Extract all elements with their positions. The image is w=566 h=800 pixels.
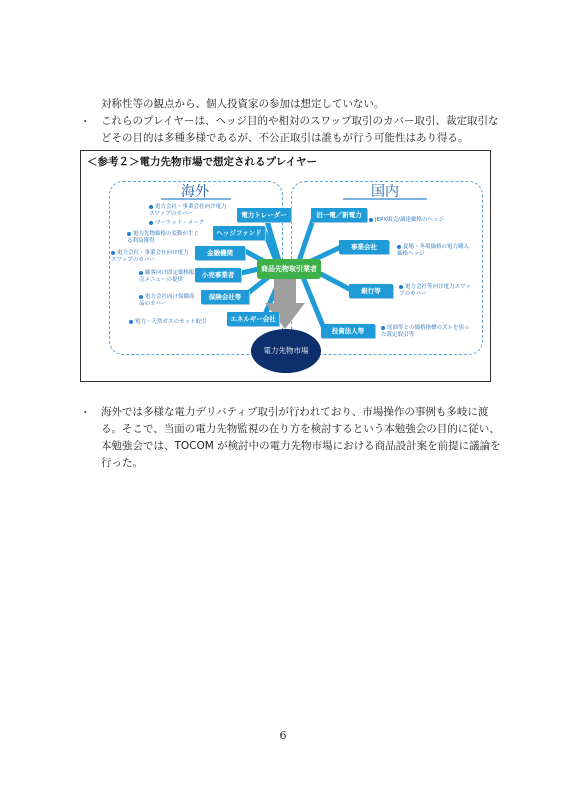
overseas-note-1 [149, 204, 231, 218]
overseas-title: 海外 [181, 184, 209, 200]
overseas-note-5-text: 顧客向け固定価格販売メニューの提供 [139, 270, 195, 283]
overseas-note-5 [139, 270, 195, 284]
figure-title: ＜参考２＞電力先物市場で想定されるプレイヤー [87, 156, 318, 168]
overseas-paragraph-line-1: 海外では多様な電力デリバティブ取引が行われており、市場操作の事例も多岐に渡 [101, 406, 489, 418]
domestic-note-4-text: 原油等との価格指標のズレを狙った裁定取引等 [381, 325, 470, 338]
domestic-note-2 [397, 244, 473, 258]
overseas-note-3 [127, 231, 199, 245]
bullet-dot-icon [127, 232, 131, 236]
overseas-paragraph-line-3: 本勉強会では、TOCOM が検討中の電力先物市場における商品設計案を前提に議論を [101, 440, 501, 452]
overseas-note-4 [111, 250, 193, 264]
domestic-note-1 [369, 217, 449, 224]
bullet-dot-icon [369, 218, 373, 222]
player-box-financial-institution: 金融機関 [195, 246, 245, 260]
overseas-note-4-text: 電力会社・事業会社向け電力スワップのカバー [111, 250, 189, 263]
market-circle: 電力先物市場 [251, 329, 321, 373]
center-box-futures-broker: 商品先物取引業者 [257, 259, 321, 279]
bullet-dot-icon [149, 221, 153, 225]
player-box-retailer: 小売事業者 [195, 268, 241, 282]
bullet-dot-icon [111, 251, 115, 255]
player-box-hedge-fund: ヘッジファンド [213, 226, 265, 240]
domestic-note-2-text: 夏場・冬場価格の電力購入価格ヘッジ [397, 244, 470, 257]
overseas-note-6-text: 電力会社向け保険商品のカバー [139, 294, 195, 307]
players-paragraph-line-1: これらのプレイヤーは、ヘッジ目的や相対のスワップ取引のカバー取引、裁定取引な [101, 115, 499, 127]
overseas-paragraph-line-2: る。そこで、当面の電力先物監視の在り方を検討するという本勉強会の目的に従い、 [101, 423, 500, 435]
bullet-dot-icon [139, 295, 143, 299]
domestic-note-1-text: JEPX販売/調達価格のヘッジ [375, 217, 445, 223]
page-number: 6 [279, 729, 287, 742]
overseas-note-3-text: 電力先物価格の変動が生じる利益獲得 [127, 231, 200, 244]
bullet-dot-icon [129, 320, 133, 324]
player-box-power-trader: 電力トレーダー [237, 208, 291, 222]
bullet-dot-icon [399, 285, 403, 289]
bullet-dot-icon [381, 326, 385, 330]
overseas-note-2-text: マーケット・メーク [155, 220, 205, 226]
intro-line: 対称性等の観点から、個人投資家の参加は想定していない。 [101, 98, 385, 110]
bullet-mark-2: ・ [80, 407, 91, 419]
player-box-energy-company: エネルギー会社 [227, 312, 279, 326]
players-figure [80, 150, 491, 382]
domestic-title: 国内 [371, 184, 399, 200]
player-box-bank: 銀行等 [349, 284, 393, 298]
overseas-note-1-text: 電力会社・事業会社向け電力スワップのカバー [149, 204, 227, 217]
overseas-note-7 [129, 319, 221, 326]
bullet-dot-icon [397, 245, 401, 249]
domestic-note-4 [381, 325, 473, 339]
overseas-paragraph-line-4: 行った。 [101, 457, 143, 469]
players-paragraph-line-2: どその目的は多種多様であるが、不公正取引は誰もが行う可能性はあり得る。 [101, 132, 469, 144]
overseas-note-2 [149, 220, 231, 227]
player-box-business-company: 事業会社 [339, 240, 389, 254]
player-box-utility: 旧一電／新電力 [311, 208, 367, 222]
bullet-dot-icon [139, 271, 143, 275]
bullet-dot-icon [149, 205, 153, 209]
domestic-note-3 [399, 284, 475, 298]
overseas-note-6 [139, 294, 197, 308]
player-box-investment-corp: 投資法人等 [321, 324, 375, 338]
bullet-mark: ・ [80, 116, 91, 128]
domestic-note-3-text: 電力会社等向け電力スワップのカバー [399, 284, 471, 297]
overseas-note-7-text: 電力・天然ガスのセット取引 [135, 319, 207, 325]
player-box-insurer: 保険会社等 [201, 290, 249, 304]
